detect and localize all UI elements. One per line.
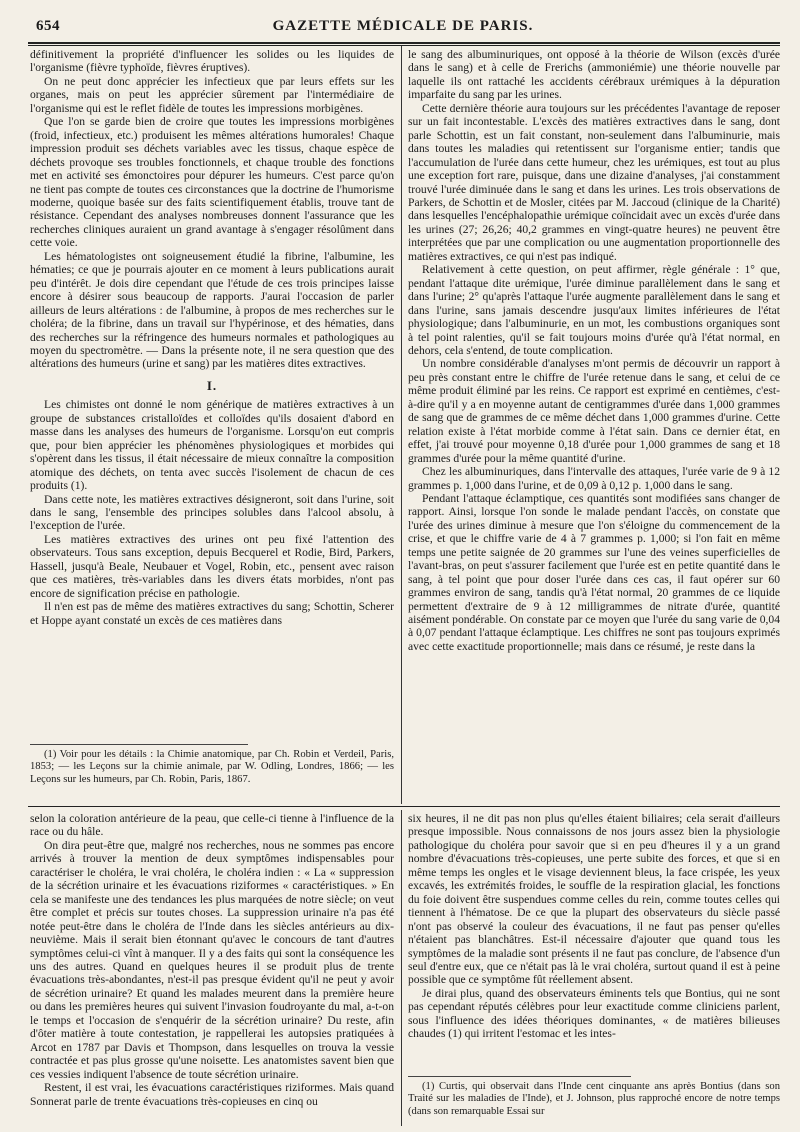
paragraph: Il n'en est pas de même des matières extractives du sang; Schottin, Scherer et Hoppe ayant constaté un excès de ces matières dans — [30, 600, 394, 627]
paragraph: Relativement à cette question, on peut affirmer, règle générale : 1° que, pendant l'attaque dite urémique, l'urée diminue parallèlement dans le sang et dans l'urine; 2° qu'après l'attaque l'urée augmente parallèlement dans le sang et dans l'urine, sans jamais descendre jusqu'aux limites inférieures de l'état physiologique; dans l'albuminurie, en un mot, les combustions organiques sont à tel point ralenties, qu'il se fait toujours moins d'urée qu'à l'état normal, en dehors, cela s'entend, de toute complication. — [408, 263, 780, 357]
journal-title: GAZETTE MÉDICALE DE PARIS. — [272, 18, 534, 34]
paragraph: Les hématologistes ont soigneusement étudié la fibrine, l'albumine, les hématies; ce que je pourrais ajouter en ce moment à leurs publications aurait peu d'intérêt. Je dois dire cependant que l'étude de ces trois principes laisse encore à désirer sous beaucoup de rapports. J'aurai l'occasion de parler ailleurs de leurs altérations : de l'albumine, à propos de mes recherches sur le choléra; de la fibrine, dans un travail sur l'hypérinose, et des hématies, dans des recherches sur la réfringence des humeurs normales et pathologiques au moyen du spectromètre. — Dans la présente note, il ne sera question que des altérations des humeurs (urine et sang) par les matières dites extractives. — [30, 249, 394, 371]
paragraph: On ne peut donc apprécier les infectieux que par leurs effets sur les organes, mais on peut les apprécier sûrement par l'intermédiaire de l'organisme qui est le reflet fidèle de toutes les impressions morbigènes. — [30, 74, 394, 115]
column-top-right — [408, 48, 780, 804]
paragraph: Chez les albuminuriques, dans l'intervalle des attaques, l'urée varie de 9 à 12 grammes p. 1,000 dans l'urine, et de 0,09 à 0,12 p. 1,000 dans le sang. — [408, 465, 780, 492]
section-divider — [28, 806, 780, 807]
paragraph: six heures, il ne dit pas non plus qu'elles étaient biliaires; cela serait d'ailleurs presque impossible. Nous connaissons de nos jours assez bien la physiologie pathologique du choléra pour savoir que si en peu d'heures il y a un grand nombre d'évacuations très-copieuses, une perte subite des forces, et que si en même temps les ongles et le visage deviennent bleus, la face crispée, les yeux excavés, les extrémités froides, le souffle de la respiration glacial, les fonctions du foie doivent être suspendues comme celles du rein, comme toutes celles qui tiennent à l'hématose. De ce que la plupart des observateurs du siècle passé n'ont pas observé la couleur des évacuations, il ne faut pas penser qu'elles n'étaient pas blanchâtres. Est-il nécessaire d'ajouter que quand tous les symptômes de la maladie sont présents il ne faut pas conclure, de l'absence d'un seul d'entre eux, que ce n'était pas là le vrai choléra, surtout quand il est à peine possible que ce symptôme fût réellement absent. — [408, 812, 780, 987]
header-rule-thin — [28, 45, 780, 46]
footnote-right — [408, 1070, 780, 1128]
paragraph: Cette dernière théorie aura toujours sur les précédentes l'avantage de reposer sur un fait incontestable. L'excès des matières extractives dans le sang, dont parle Schottin, est un fait constant, non-seulement dans l'albuminurie, mais dans toutes les maladies qui retentissent sur l'organisme entier; tandis que l'accumulation de l'urée dans cette humeur, chez les urémiques, est tout au plus une exception fort rare, puisque, dans une dizaine d'analyses, j'ai constamment trouvé l'urée diminuée dans le sang et dans les urines. Les trois observations de Parkers, de Schottin et de Mosler, citées par M. Jaccoud (clinique de la Charité) dans lesquelles l'encéphalopathie urémique coïncidait avec un excès d'urée dans les urines (27; 26,26; 40,2 grammes en vingt-quatre heures) ne peuvent être interprétées que par une complication ou une augmentation proportionnelle des matières extractives, ce qui n'est pas indiqué. — [408, 101, 780, 263]
column-bottom-left — [30, 812, 394, 1128]
footnote-left — [30, 738, 394, 804]
paragraph: Dans cette note, les matières extractives désigneront, soit dans l'urine, soit dans le sang, l'ensemble des principes solubles dans l'alcool absolu, à l'exception de l'urée. — [30, 492, 394, 533]
footnote-text: (1) Voir pour les détails : la Chimie anatomique, par Ch. Robin et Verdeil, Paris, 1853; — les Leçons sur la chimie animale, par W. Odling, Londres, 1866; — les Leçons sur les humeurs, par Ch. Robin, Paris, 1867. — [30, 749, 394, 785]
footnote-text: (1) Curtis, qui observait dans l'Inde cent cinquante ans après Bontius (dans son Traité sur les maladies de l'Inde), et J. Johnson, plus rapproché encore de notre temps (dans son remarquable Essai sur — [408, 1081, 780, 1117]
page-number: 654 — [36, 18, 60, 34]
section-heading: I. — [206, 377, 218, 393]
header-rule — [28, 42, 780, 44]
paragraph: Les matières extractives des urines ont peu fixé l'attention des observateurs. Tous sans exception, depuis Becquerel et Rodie, Bird, Parkers, Hassell, jusqu'à Beale, Neubauer et Vogel, Robin, etc., pensent avec raison que ces matières, très-variables dans les divers états morbides, n'ont pas encore de signification précise en pathologie. — [30, 532, 394, 600]
column-divider-bottom — [401, 810, 402, 1126]
paragraph: selon la coloration antérieure de la peau, que celle-ci tienne à l'influence de la race ou du hâle. — [30, 812, 394, 839]
paragraph: Pendant l'attaque éclamptique, ces quantités sont modifiées sans changer de rapport. Ainsi, lorsque l'on sonde le malade pendant l'accès, on constate que l'urée des urines diminue à mesure que l'on s'éloigne du commencement de la crise, et que le chiffre varie de 4 à 7 grammes p. 1,000; si l'on fait en même temps une petite saignée de 20 grammes sur l'une des veines superficielles de l'avant-bras, on peut s'assurer facilement que l'urée est en petite quantité dans le sang, à tel point que pour doser l'urée dans ces cas, il faut opérer sur 60 grammes environ de sang, tandis qu'à l'état normal, 20 grammes de ce liquide permettent d'extraire de 9 à 12 milligrammes de nitrate d'urée, quantité aisément pondérable. On constate par ce moyen que l'urée du sang varie de 0,04 à 0,07 pendant l'attaque éclamptique. Les chiffres ne sont pas toujours exprimés avec cette exactitude proportionnelle; mais dans ce résumé, je reste dans la — [408, 491, 780, 653]
column-top-left — [30, 48, 394, 756]
footnote-rule — [30, 744, 248, 745]
page-header — [24, 14, 782, 40]
paragraph: Je dirai plus, quand des observateurs éminents tels que Bontius, qui ne sont pas cependant réputés célèbres pour leur exactitude comme cliniciens parlent, sous l'influence des idées théoriques dominantes, « de matières bilieuses chaudes (1) qui irritent l'estomac et les intes- — [408, 986, 780, 1041]
column-divider-top — [401, 46, 402, 804]
paragraph: le sang des albuminuriques, ont opposé à la théorie de Wilson (excès d'urée dans le sang) et à celle de Frerichs (ammoniémie) une théorie nouvelle par laquelle ils ont rattaché les accidents cérébraux urémiques à la dépuration imparfaite du sang par les urines. — [408, 48, 780, 102]
paragraph: Restent, il est vrai, les évacuations caractéristiques riziformes. Mais quand Sonnerat parle de trente évacuations très-copieuses en cinq ou — [30, 1081, 394, 1108]
footnote-rule — [408, 1076, 631, 1077]
paragraph: Les chimistes ont donné le nom générique de matières extractives à un groupe de substances cristalloïdes et colloïdes qu'ils dosaient d'abord en masse dans les analyses des humeurs de l'organisme. Lorsqu'on eut compris que, pour bien apprécier les phénomènes physiologiques et morbides qui s'opèrent dans les tissus, il était nécessaire de mieux connaître la composition atomique des déchets, on tenta avec succès l'isolement de chacun de ces produits (1). — [30, 398, 394, 493]
paragraph: Que l'on se garde bien de croire que toutes les impressions morbigènes (froid, infectieux, etc.) produisent les mêmes altérations humorales! Chaque impression produit ses déchets variables avec les tissus, chaque espèce de déchets provoque ses troubles fonctionnels, et chaque trouble des fonctions met en activité ses émonctoires pour dépurer les humeurs. C'est parce qu'on ne tient pas compte de toutes ces circonstances que la doctrine de l'humorisme moderne, quoique basée sur des faits scientifiquement établis, trouve tant de résistance. Cependant des analyses nombreuses donnent l'assurance que les recherches cliniques auraient un grand avantage à s'engager résolûment dans cette voie. — [30, 115, 394, 250]
paragraph: Un nombre considérable d'analyses m'ont permis de découvrir un rapport à peu près constant entre le chiffre de l'urée retenue dans le sang, et celui de ce même produit éliminé par les reins. Ce rapport est exprimé en centièmes, c'est-à-dire qu'il y a en moyenne autant de centigrammes d'urée dans 1,000 grammes de sang que de grammes de ce même déchet dans 1,000 grammes d'urine. Cette relation existe à l'état morbide comme à l'état sain. Dans ce dernier état, en effet, j'ai trouvé pour moyenne 0,18 d'urée pour 1,000 grammes de sang et 18 grammes d'urée pour la même quantité d'urine. — [408, 357, 780, 465]
paragraph: On dira peut-être que, malgré nos recherches, nous ne sommes pas encore arrivés à trouver la mention de deux symptômes indispensables pour caractériser le choléra, le vrai choléra, le choléra indien : « La « suppression de la sécrétion urinaire et les évacuations riziformes « caractéristiques. » En cela se manifeste une des tendances les plus marquées de notre siècle; on veut être complet et précis sur toutes choses. La suppression urinaire n'a pas été notée peut-être dans le choléra de l'Inde dans les siècles antérieurs au dix-neuvième. Mais il serait bien étonnant qu'avec le concours de tant d'autres symptômes celui-ci vînt à manquer. Il y a des faits qui sont la conséquence les uns des autres. Quand en quelques heures il se produit plus de trente évacuations très-abondantes, n'est-il pas presque évident qu'il ne peut y avoir de sécrétion urinaire? Et quand les malades meurent dans la première heure ou dans les premières heures qui suivent l'invasion foudroyante du mal, a-t-on le temps et l'occasion de s'enquérir de la sécrétion urinaire? Du reste, afin d'ôter matière à toute contestation, je rappellerai les autopsies pratiquées à Arcot en 1787 par Davis et Thompson, dans lesquelles on trouva la vessie contractée et pas plus grosse qu'une noisette. Les anatomistes savent bien que ces vessies indiquent l'absence de toute sécrétion urinaire. — [30, 838, 394, 1081]
paragraph: définitivement la propriété d'influencer les solides ou les liquides de l'organisme (fièvre typhoïde, fièvres éruptives). — [30, 48, 394, 75]
